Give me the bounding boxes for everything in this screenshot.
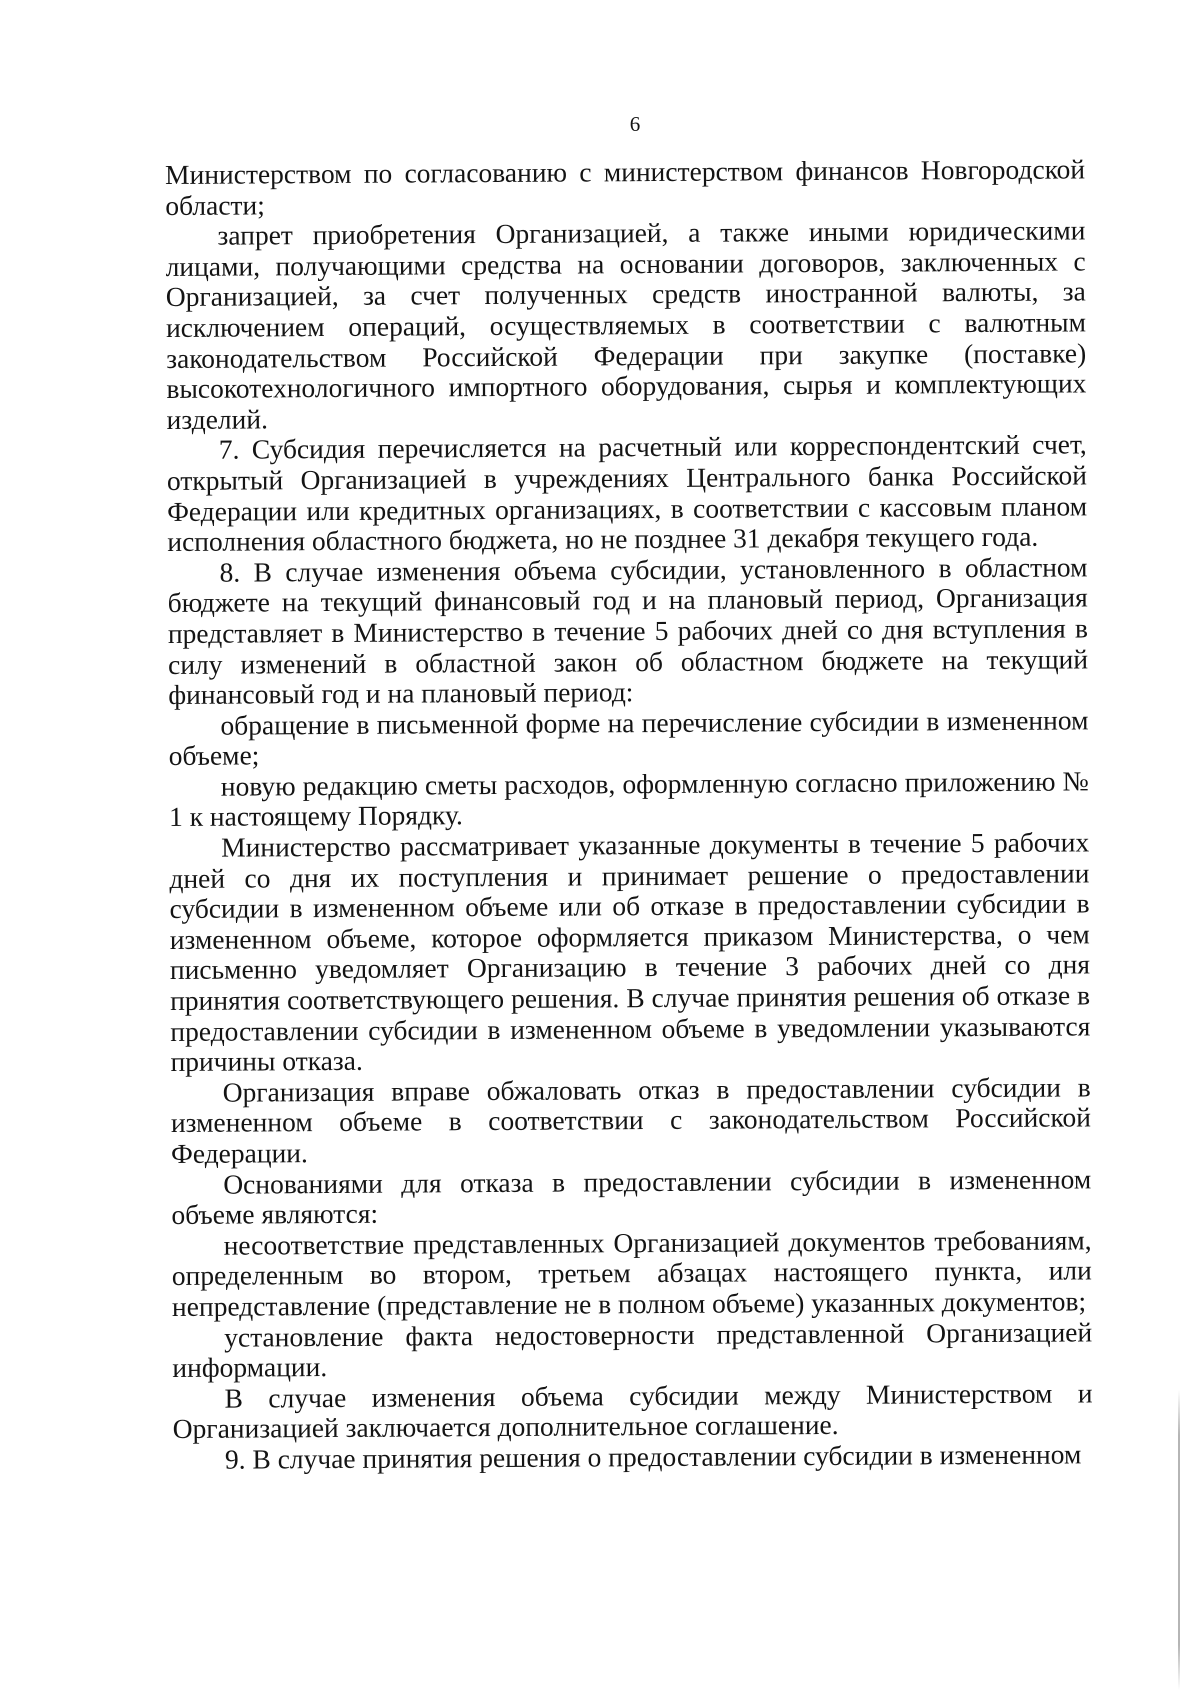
paragraph: Основаниями для отказа в предоставлении субсидии в измененном объеме являются: [171, 1162, 1092, 1231]
paragraph: запрет приобретения Организацией, а также иными юридическими лицами, получающими средства на основании договоров, заключенных с Организацией, за счет полученных средств иностранной валюты, за исключением операций, осуществляемых в соответствии с валютным законодательством Российской Федерации при закупке (поставке) высокотехнологичного импортного оборудования, сырья и комплектующих изделий. [165, 214, 1087, 435]
page-number: 6 [629, 112, 641, 136]
paragraph: обращение в письменной форме на перечисление субсидии в измененном объеме; [168, 704, 1089, 772]
paragraph: Министерство рассматривает указанные документы в течение 5 рабочих дней со дня их поступления и принимает решение о предоставлении субсидии в измененном объеме или об отказе в предоставлении субсидии в измененном объеме, которое оформляется приказом Министерства, о чем письменно уведомляет Организацию в течение 3 рабочих дней со дня принятия соответствующего решения. В случае принятия решения об отказе в предоставлении субсидии в измененном объеме в уведомлении указываются причины отказа. [169, 826, 1091, 1078]
paragraph: 7. Субсидия перечисляется на расчетный или корреспондентский счет, открытый Организацией в учреждениях Центрального банка Российской Федерации или кредитных организациях, в соответствии с кассовым планом исполнения областного бюджета, но не позднее 31 декабря текущего года. [166, 428, 1088, 558]
paragraph: Министерством по согласованию с министерством финансов Новгородской области; [164, 153, 1086, 221]
paragraph: установление факта недостоверности представленной Организацией информации. [172, 1315, 1093, 1384]
document-body [165, 154, 1093, 1475]
paragraph: 8. В случае изменения объема субсидии, установленного в областном бюджете на текущий финансовый год и на плановый период, Организация представляет в Министерство в течение 5 рабочих дней со дня вступления в силу изменений в областной закон об областном бюджете на текущий финансовый год и на плановый период: [167, 551, 1089, 711]
paragraph: В случае изменения объема субсидии между Министерством и Организацией заключается дополнительное соглашение. [172, 1377, 1093, 1445]
paragraph-last: 9. В случае принятия решения о предоставлении субсидии в измененном [224, 1438, 1082, 1475]
paragraph: несоответствие представленных Организацией документов требованиям, определенным во втором, третьем абзацах настоящего пункта, или непредставление (представление не в полном объеме) указанных документов; [171, 1224, 1092, 1322]
paragraph: Организация вправе обжаловать отказ в предоставлении субсидии в измененном объеме в соответствии с законодательством Российской Федерации. [170, 1071, 1091, 1169]
paragraph: новую редакцию сметы расходов, оформленную согласно приложению № 1 к настоящему Порядку. [168, 765, 1089, 833]
scan-edge-line [1178, 1390, 1180, 1690]
